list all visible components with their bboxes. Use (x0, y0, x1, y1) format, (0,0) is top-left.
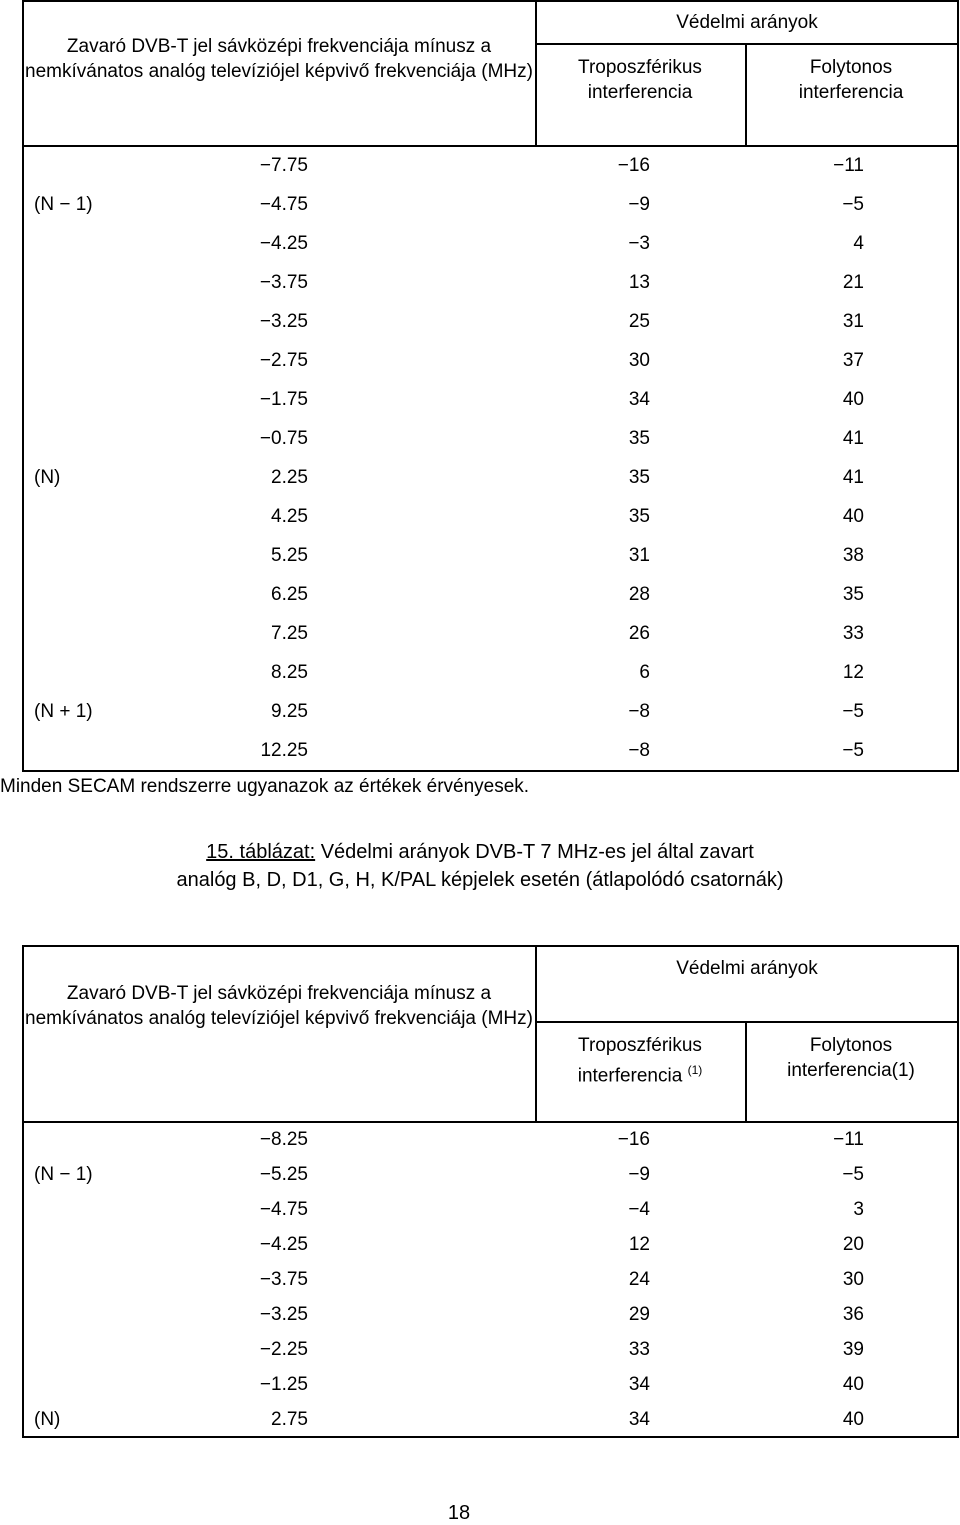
foly-cell: −5 (842, 1164, 864, 1185)
table-row (0, 693, 960, 732)
frequency-cell: −8.25 (259, 1129, 308, 1150)
table-row (0, 225, 960, 264)
frequency-cell: 7.25 (271, 623, 308, 644)
foly-cell: 33 (842, 623, 864, 644)
table-1-col1-header: Zavaró DVB-T jel sávközépi frekvenciája mínusz a nemkívánatos analóg televíziójel képvivő frekvenciája (MHz) (25, 36, 533, 82)
table-row (0, 1158, 960, 1193)
tropo-cell: −8 (628, 740, 650, 761)
foly-cell: 21 (842, 272, 864, 293)
row-label: (N − 1) (34, 194, 93, 215)
table-caption-line-2: analóg B, D, D1, G, H, K/PAL képjelek esetén (átlapolódó csatornák) (176, 869, 784, 891)
tropo-cell: 6 (639, 662, 650, 683)
foly-cell: 37 (842, 350, 864, 371)
frequency-cell: 9.25 (271, 701, 308, 722)
table-row (0, 264, 960, 303)
frequency-cell: −1.25 (259, 1374, 308, 1395)
frequency-cell: −4.25 (259, 233, 308, 254)
foly-cell: −5 (842, 194, 864, 215)
frequency-cell: −5.25 (259, 1164, 308, 1185)
tropo-cell: 35 (628, 467, 650, 488)
frequency-cell: −4.75 (259, 194, 308, 215)
tropo-cell: −3 (628, 233, 650, 254)
table-row (0, 1368, 960, 1403)
tropo-cell: 25 (628, 311, 650, 332)
frequency-cell: −2.75 (259, 350, 308, 371)
table-row (0, 303, 960, 342)
foly-cell: 41 (842, 467, 864, 488)
foly-header-line-1: Folytonos (809, 1035, 893, 1056)
tropo-header-line-2: interferencia (577, 1065, 683, 1087)
tropo-cell: −9 (628, 1164, 650, 1185)
table-row (0, 576, 960, 615)
footnote-marker: (1) (687, 1063, 703, 1077)
frequency-cell: −1.75 (259, 389, 308, 410)
table-2-divider (745, 1022, 747, 1122)
table-2-foly-header (755, 1033, 947, 1083)
tropo-cell: 24 (628, 1269, 650, 1290)
tropo-cell: −4 (628, 1199, 650, 1220)
table-row (0, 732, 960, 771)
row-label: (N + 1) (34, 701, 93, 722)
table-row (0, 1403, 960, 1438)
tropo-header-line-1: Troposzférikus (578, 1035, 702, 1056)
table-2-col1-header: Zavaró DVB-T jel sávközépi frekvenciája mínusz a nemkívánatos analóg televíziójel képvivő frekvenciája (MHz) (25, 983, 533, 1029)
table-row (0, 381, 960, 420)
foly-cell: −5 (842, 701, 864, 722)
foly-cell: 40 (842, 1409, 864, 1430)
foly-cell: −11 (833, 155, 864, 176)
foly-cell: 35 (842, 584, 864, 605)
frequency-cell: 2.25 (271, 467, 308, 488)
row-label: (N) (34, 1409, 61, 1430)
frequency-cell: 8.25 (271, 662, 308, 683)
table-row (0, 498, 960, 537)
foly-cell: 4 (853, 233, 864, 254)
table-row (0, 615, 960, 654)
caption-lead: 15. táblázat: (206, 841, 316, 863)
table-row (0, 1228, 960, 1263)
table-row (0, 342, 960, 381)
foly-header-line-2: interferencia(1) (787, 1060, 915, 1081)
tropo-cell: 12 (628, 1234, 650, 1255)
table-1-foly-header: Folytonos interferencia (798, 57, 904, 103)
foly-cell: 36 (842, 1304, 864, 1325)
table-1-divider (535, 43, 959, 45)
row-label: (N) (34, 467, 61, 488)
tropo-cell: 34 (628, 1409, 650, 1430)
table-row (0, 1333, 960, 1368)
frequency-cell: 12.25 (260, 740, 308, 761)
foly-cell: 31 (842, 311, 864, 332)
foly-cell: 39 (842, 1339, 864, 1360)
foly-cell: −11 (833, 1129, 864, 1150)
tropo-cell: 13 (628, 272, 650, 293)
foly-cell: 30 (842, 1269, 864, 1290)
tropo-cell: −16 (617, 155, 650, 176)
table-row (0, 1193, 960, 1228)
frequency-cell: −3.25 (259, 1304, 308, 1325)
table-1-note: Minden SECAM rendszerre ugyanazok az értékek érvényesek. (0, 776, 530, 797)
frequency-cell: 4.25 (271, 506, 308, 527)
frequency-cell: −0.75 (259, 428, 308, 449)
foly-cell: 3 (853, 1199, 864, 1220)
table-1-group-header: Védelmi arányok (676, 12, 818, 33)
page-number: 18 (447, 1502, 471, 1524)
table-row (0, 459, 960, 498)
tropo-cell: 30 (628, 350, 650, 371)
tropo-cell: 31 (628, 545, 650, 566)
frequency-cell: −3.75 (259, 1269, 308, 1290)
table-row (0, 654, 960, 693)
frequency-cell: −3.25 (259, 311, 308, 332)
tropo-cell: −8 (628, 701, 650, 722)
tropo-cell: 35 (628, 506, 650, 527)
frequency-cell: −3.75 (259, 272, 308, 293)
frequency-cell: −4.75 (259, 1199, 308, 1220)
table-row (0, 186, 960, 225)
table-caption-line-1 (0, 838, 960, 866)
table-row (0, 537, 960, 576)
tropo-cell: 29 (628, 1304, 650, 1325)
tropo-cell: 34 (628, 389, 650, 410)
table-1-tropo-header: Troposzférikus interferencia (578, 57, 702, 103)
frequency-cell: −4.25 (259, 1234, 308, 1255)
foly-cell: 38 (842, 545, 864, 566)
table-row (0, 147, 960, 186)
foly-cell: 40 (842, 1374, 864, 1395)
foly-cell: −5 (842, 740, 864, 761)
tropo-cell: 28 (628, 584, 650, 605)
tropo-cell: 34 (628, 1374, 650, 1395)
foly-cell: 20 (842, 1234, 864, 1255)
table-row (0, 1298, 960, 1333)
foly-cell: 41 (842, 428, 864, 449)
tropo-cell: 26 (628, 623, 650, 644)
tropo-cell: −16 (617, 1129, 650, 1150)
foly-cell: 12 (842, 662, 864, 683)
table-row (0, 420, 960, 459)
table-2-divider (535, 1021, 959, 1023)
frequency-cell: −7.75 (259, 155, 308, 176)
tropo-cell: −9 (628, 194, 650, 215)
caption-line-1-text: Védelmi arányok DVB-T 7 MHz-es jel által zavart (315, 841, 754, 863)
table-2-tropo-header (545, 1033, 735, 1088)
tropo-cell: 35 (628, 428, 650, 449)
frequency-cell: 5.25 (271, 545, 308, 566)
frequency-cell: 6.25 (271, 584, 308, 605)
foly-cell: 40 (842, 506, 864, 527)
frequency-cell: −2.25 (259, 1339, 308, 1360)
table-2-group-header: Védelmi arányok (676, 958, 818, 979)
foly-cell: 40 (842, 389, 864, 410)
table-1-divider (745, 44, 747, 146)
frequency-cell: 2.75 (271, 1409, 308, 1430)
tropo-cell: 33 (628, 1339, 650, 1360)
table-row (0, 1263, 960, 1298)
table-row (0, 1123, 960, 1158)
row-label: (N − 1) (34, 1164, 93, 1185)
